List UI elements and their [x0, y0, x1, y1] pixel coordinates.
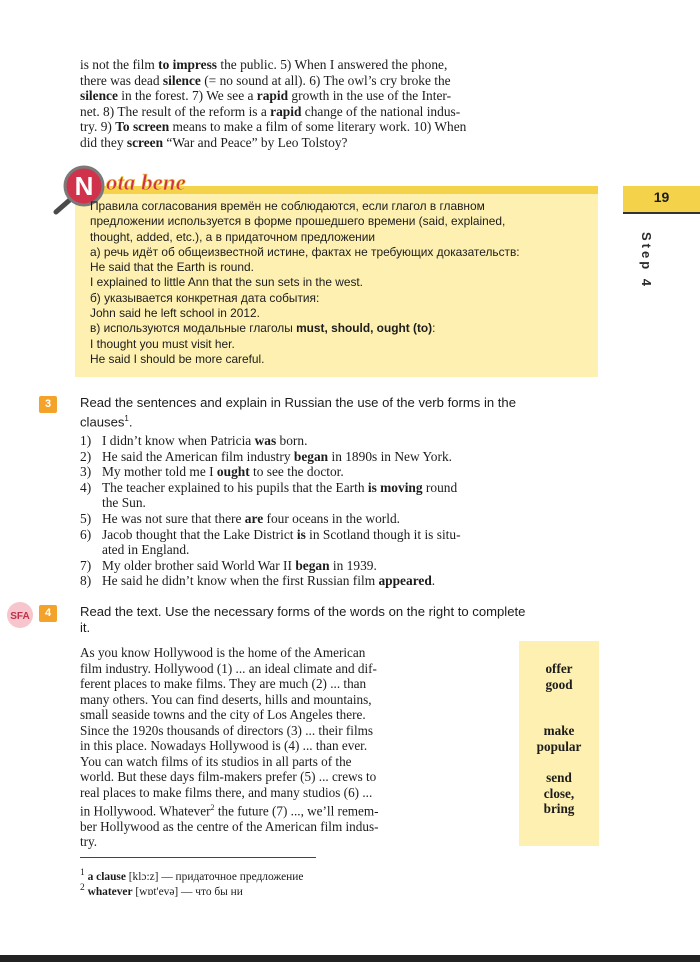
footnote-2: [80, 881, 243, 899]
text-line: silence in the forest. 7) We see a rapid growth in the use of the Inter-: [80, 88, 452, 104]
sfa-label: SFA: [10, 611, 30, 622]
footnote-2-mark: 2: [80, 883, 85, 893]
word-popular: popular: [536, 739, 582, 754]
text-line: in this place. Nowadays Hollywood is (4) ... than ever.: [80, 738, 368, 753]
text-line: в) используются модальные глаголы must, should, ought (to):: [90, 321, 436, 336]
footnote-rule: [80, 857, 316, 858]
text-line: net. 8) The result of the reform is a rapid change of the national indus-: [80, 103, 461, 119]
text-line: As you know Hollywood is the home of the American: [80, 645, 366, 660]
text-line: did they screen “War and Peace” by Leo Tolstoy?: [80, 134, 348, 150]
nota-bene-text: [90, 199, 595, 367]
list-item: 7) My older brother said World War II began in 1939.: [80, 557, 377, 573]
word-good: good: [545, 677, 573, 692]
text-line: small seaside towns and the city of Los Angeles there.: [80, 707, 366, 722]
word-offer: offer: [545, 661, 573, 676]
word-close: close,: [543, 786, 575, 801]
nota-bene-logo-text: ota bene: [106, 170, 186, 195]
side-tab-rule: [623, 212, 700, 214]
list-item: the Sun.: [102, 495, 146, 511]
text-line: Since the 1920s thousands of directors (3) ... their films: [80, 722, 374, 738]
word-bring: bring: [543, 801, 575, 816]
text-line: real places to make films there, and many studios (6) ...: [80, 784, 373, 800]
footnote-2-gloss: [wɒt'evə] — что бы ни: [132, 885, 243, 898]
list-item: 1) I didn’t know when Patricia was born.: [80, 433, 308, 448]
list-item: ated in England.: [102, 542, 190, 558]
list-item: 4) The teacher explained to his pupils that the Earth is moving round: [80, 479, 458, 495]
text-line: many others. You can find deserts, hills and mountains,: [80, 691, 372, 707]
text-line: in Hollywood. Whatever$^2$ the future (7) ..., we’ll remem-: [80, 803, 379, 819]
text-line: а) речь идёт об общеизвестной истине, фактах не требующих доказательств:: [90, 244, 520, 259]
list-item: 6) Jacob thought that the Lake District is in Scotland though it is situ-: [80, 526, 461, 542]
footnote-1-mark: 1: [80, 868, 85, 878]
text-line: Правила согласования времён не соблюдаются, если глагол в главном: [90, 199, 485, 213]
text-line: is not the film to impress the public. 5) When I answered the phone,: [80, 57, 448, 72]
nota-bene-logo-letter: N: [74, 171, 94, 201]
footnote-1-gloss: [klɔ:z] — придаточное предложение: [125, 870, 304, 883]
text-line: try.: [80, 834, 98, 850]
text-line: I thought you must visit her.: [90, 336, 235, 351]
list-item: 3) My mother told me I ought to see the doctor.: [80, 464, 344, 480]
text-line: there was dead silence (= no sound at all). 6) The owl’s cry broke the: [80, 72, 451, 88]
text-line: Read the sentences and explain in Russian the use of the verb forms in the: [80, 395, 516, 410]
exercise-3-instruction: [80, 395, 600, 429]
text-line: ferent places to make films. They are much (2) ... than: [80, 676, 367, 691]
text-line: б) указывается конкретная дата события:: [90, 290, 320, 305]
text-line: John said he left school in 2012.: [90, 306, 260, 321]
top-paragraph: [80, 57, 600, 151]
footnote-1-term: a clause: [87, 870, 126, 883]
text-line: ber Hollywood as the centre of the American film indus-: [80, 818, 379, 834]
word-make: make: [543, 723, 575, 738]
exercise-4-text: [80, 645, 490, 850]
footnote-2-term: whatever: [87, 885, 133, 898]
exercise-3-badge: 3: [39, 396, 57, 413]
text-line: He said that the Earth is round.: [90, 260, 254, 275]
text-line: clauses$^1$.: [80, 413, 133, 429]
list-item: 2) He said the American film industry began in 1890s in New York.: [80, 448, 453, 464]
exercise-4-instruction: [80, 604, 600, 635]
text-line: He said I should be more careful.: [90, 351, 265, 366]
text-line: предложении используется в форме прошедшего времени (said, explained,: [90, 214, 506, 229]
step-label: Step 4: [639, 232, 654, 290]
exercise-4-badge: 4: [39, 605, 57, 622]
step-label-vertical: [630, 230, 660, 310]
sfa-icon: [5, 600, 35, 630]
list-item: 5) He was not sure that there are four oceans in the world.: [80, 510, 400, 526]
text-line: thought, added, etc.), а в придаточном предложении: [90, 229, 376, 244]
page-bottom-edge: [0, 955, 700, 962]
exercise-3-list: [80, 433, 610, 589]
list-item: 8) He said he didn’t know when the first Russian film appeared.: [80, 573, 436, 589]
word-send: send: [546, 770, 572, 785]
page-number: 19: [653, 189, 670, 205]
text-line: it.: [80, 619, 91, 635]
text-line: world. But these days film-makers prefer (5) ... crews to: [80, 769, 377, 784]
text-line: I explained to little Ann that the sun sets in the west.: [90, 275, 363, 290]
text-line: Read the text. Use the necessary forms of the words on the right to complete: [80, 604, 526, 619]
text-line: try. 9) To screen means to make a film of some literary work. 10) When: [80, 119, 467, 135]
text-line: film industry. Hollywood (1) ... an ideal climate and dif-: [80, 660, 377, 676]
text-line: You can watch films of its studios in all parts of the: [80, 753, 352, 769]
